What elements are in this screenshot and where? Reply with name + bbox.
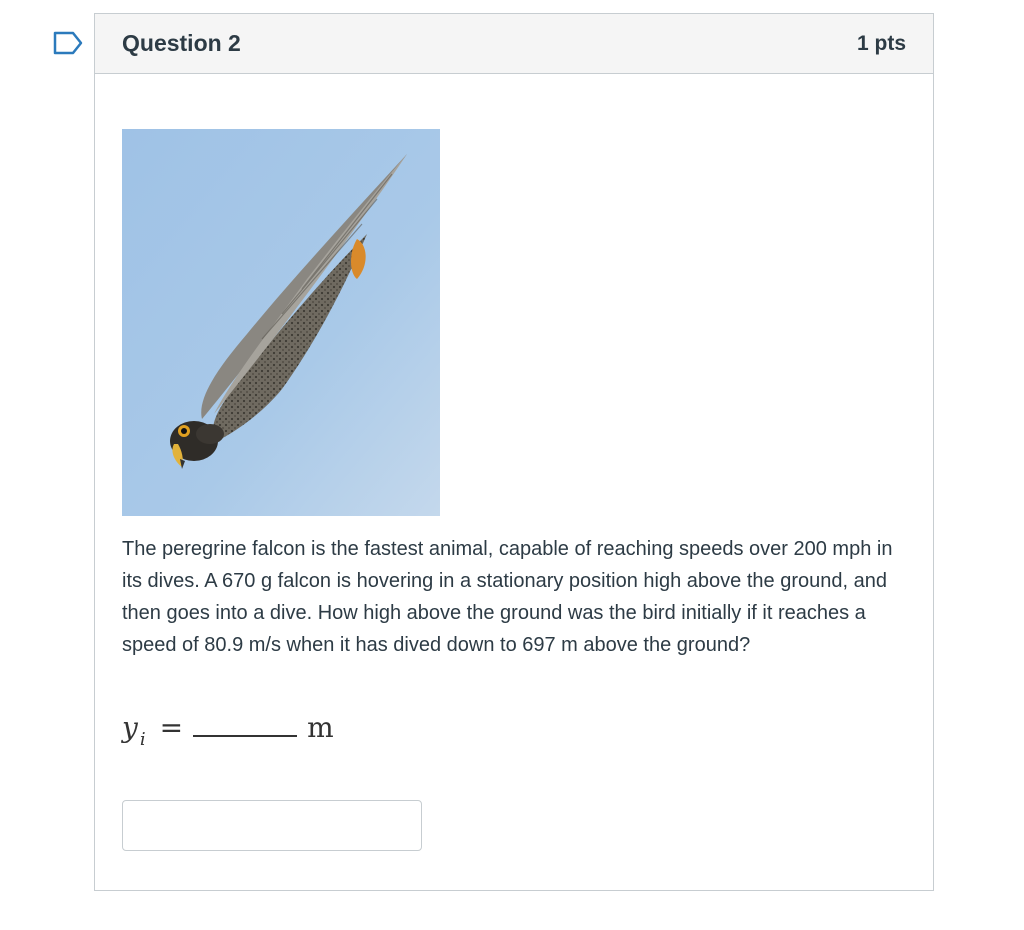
equation-unit: m <box>307 711 334 744</box>
question-card <box>94 13 934 891</box>
question-points: 1 pts <box>856 31 906 55</box>
equation-blank-line <box>193 715 297 737</box>
question-text: The peregrine falcon is the fastest animal, capable of reaching speeds over 200 mph in its dives. A 670 g falcon is hovering in a stationary position high above the ground, and then goes into a dive. How high above the ground was the bird initially if it reaches a speed of 80.9 m/s when it has dived down to 697 m above the ground? <box>122 538 893 656</box>
equation-equals: = <box>159 711 184 744</box>
answer-input[interactable] <box>122 800 422 851</box>
question-title: Question 2 <box>122 30 241 56</box>
bookmark-flag-icon[interactable] <box>53 31 83 55</box>
falcon-image <box>122 129 440 516</box>
answer-equation <box>122 711 334 751</box>
equation-variable: y <box>122 711 138 744</box>
equation-subscript: i <box>139 729 146 750</box>
question-header <box>95 14 933 74</box>
